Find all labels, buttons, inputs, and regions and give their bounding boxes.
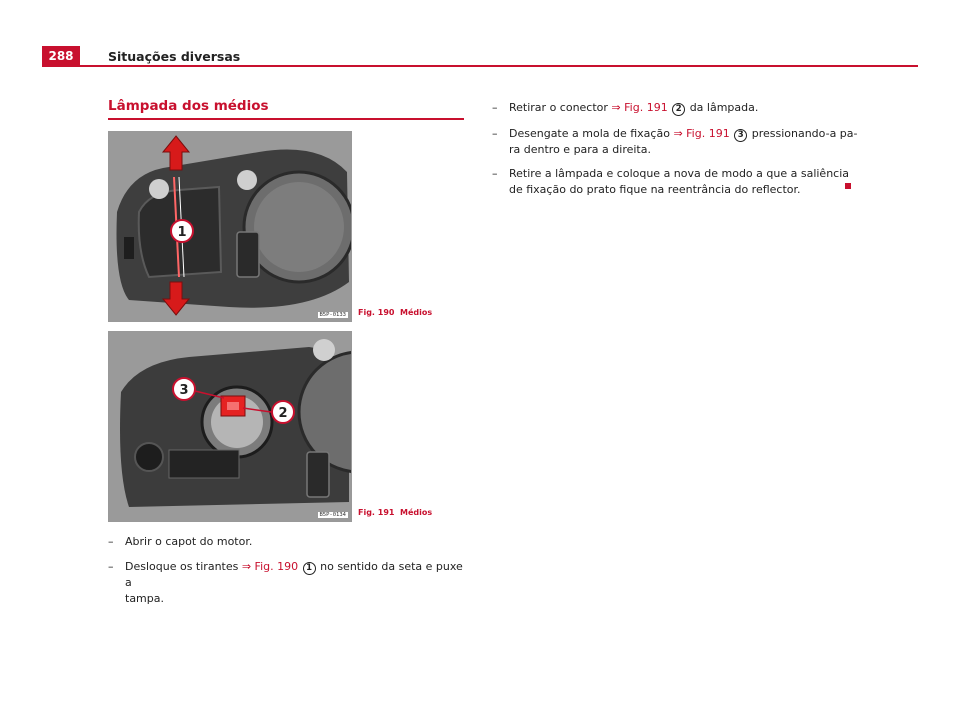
figure-191-image: [108, 331, 352, 522]
figure-190-caption-text: Médios: [400, 308, 433, 317]
figure-190-callout-1: 1: [177, 225, 187, 240]
figure-191-callout-2: 2: [278, 406, 288, 421]
figure-ref-link[interactable]: ⇒ Fig. 190: [241, 560, 299, 573]
figure-191-label: Fig. 191: [358, 508, 395, 517]
figure-190-label: Fig. 190: [358, 308, 395, 317]
figure-191-code: B5P-0134: [319, 512, 346, 518]
figure-191-caption: [358, 508, 432, 517]
page-number: 288: [42, 46, 80, 67]
figure-190-image: [108, 131, 352, 322]
section-end-mark: [845, 183, 851, 189]
callout-badge-3: 3: [734, 129, 747, 142]
section-rule: [108, 118, 464, 120]
header-title: Situações diversas: [108, 49, 241, 64]
figure-190-caption: [358, 308, 432, 317]
figure-190-code: B5P-0133: [319, 312, 346, 318]
header-rule: [80, 65, 918, 67]
figure-191-callout-3: 3: [179, 383, 189, 398]
callout-badge-2: 2: [672, 103, 685, 116]
figure-ref-link[interactable]: ⇒ Fig. 191: [673, 127, 730, 140]
figure-191-caption-text: Médios: [400, 508, 433, 517]
page-header: [42, 46, 918, 67]
callout-badge-1: 1: [303, 562, 316, 575]
figure-ref-link[interactable]: ⇒ Fig. 191: [611, 101, 668, 114]
section-title: Lâmpada dos médios: [108, 98, 269, 114]
